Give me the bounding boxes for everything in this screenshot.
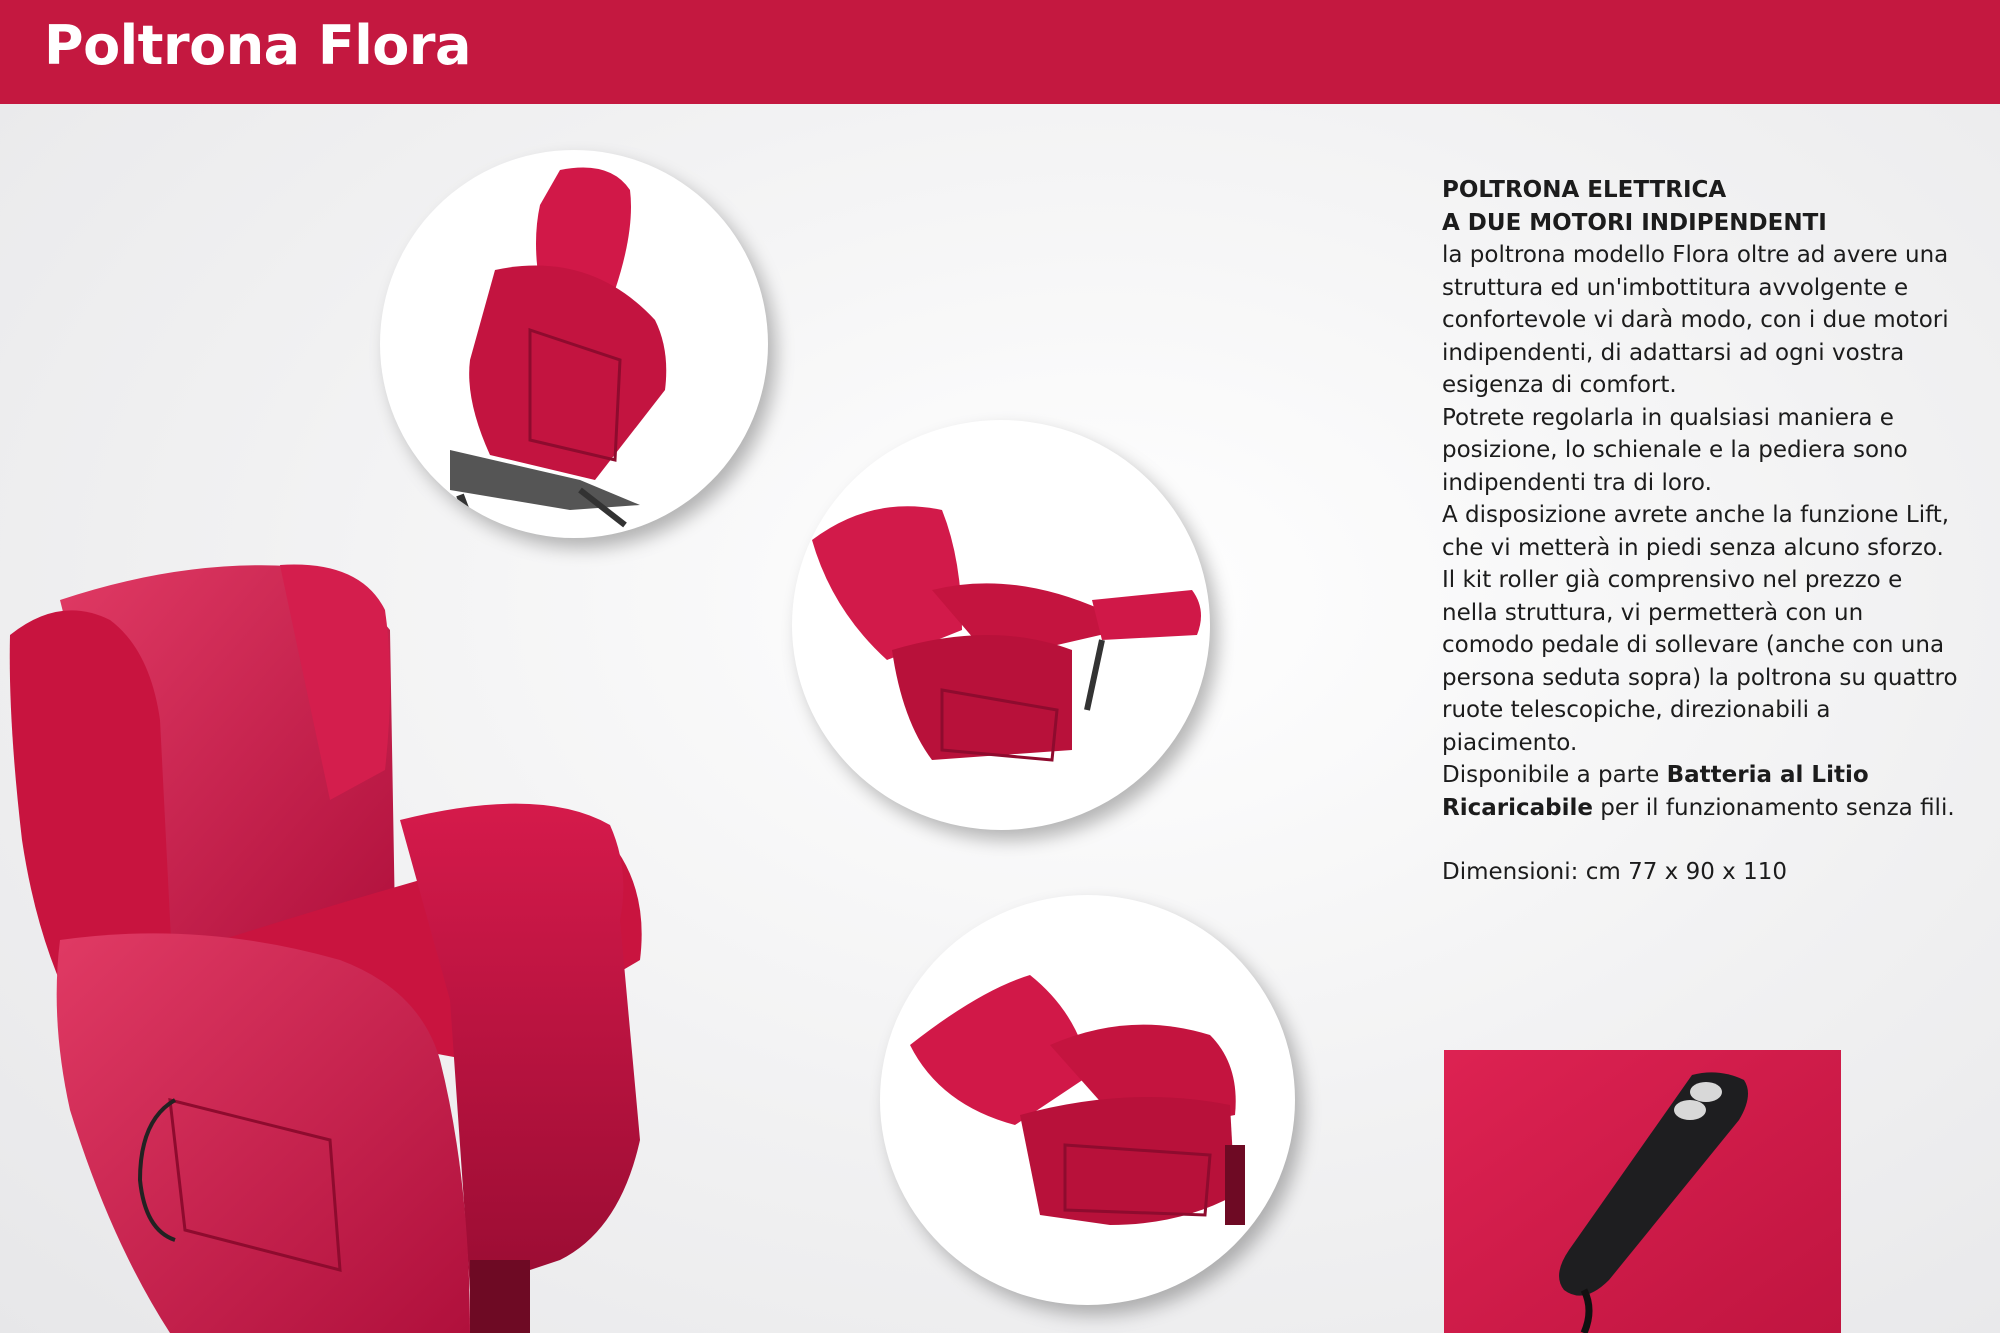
description-heading-2: A DUE MOTORI INDIPENDENTI xyxy=(1442,209,1827,236)
description-heading-1: POLTRONA ELETTRICA xyxy=(1442,177,1727,203)
battery-prefix: Disponibile a parte xyxy=(1442,762,1667,788)
battery-suffix: per il funzionamento senza fili. xyxy=(1592,794,1955,821)
description-paragraph-5 xyxy=(1442,759,1962,824)
description-paragraph-4: Il kit roller già comprensivo nel prezzo e nella struttura, vi permetterà con un comodo pedale di sollevare (anche con una persona seduta sopra) la poltrona su quattro ruote telescopiche, direzionabili a piacimento. xyxy=(1442,567,1958,756)
battery-name: Batteria al Litio Ricaricabile xyxy=(1442,762,1869,821)
description-paragraph-3: A disposizione avrete anche la funzione Lift, che vi metterà in piedi senza alcuno sforzo. xyxy=(1442,502,1950,561)
description-paragraph-1: la poltrona modello Flora oltre ad avere una struttura ed un'imbottitura avvolgente e confortevole vi darà modo, con i due motori indipendenti, di adattarsi ad ogni vostra esigenza di comfort. xyxy=(1442,242,1949,398)
dimensions-text: Dimensioni: cm 77 x 90 x 110 xyxy=(1442,859,1787,885)
lift-position-photo xyxy=(380,150,768,538)
product-description xyxy=(1442,174,1962,889)
header-bar xyxy=(0,0,2000,104)
recline-footrest-photo xyxy=(792,420,1210,830)
partial-recline-photo xyxy=(880,895,1295,1305)
main-armchair-photo xyxy=(0,540,680,1333)
partial-recline-circle xyxy=(880,895,1295,1305)
page-title: Poltrona Flora xyxy=(44,14,471,77)
remote-control-photo xyxy=(1444,1050,1841,1333)
recline-footrest-circle xyxy=(792,420,1210,830)
lift-position-circle xyxy=(380,150,768,538)
description-paragraph-2: Potrete regolarla in qualsiasi maniera e posizione, lo schienale e la pediera sono indipendenti tra di loro. xyxy=(1442,404,1908,496)
